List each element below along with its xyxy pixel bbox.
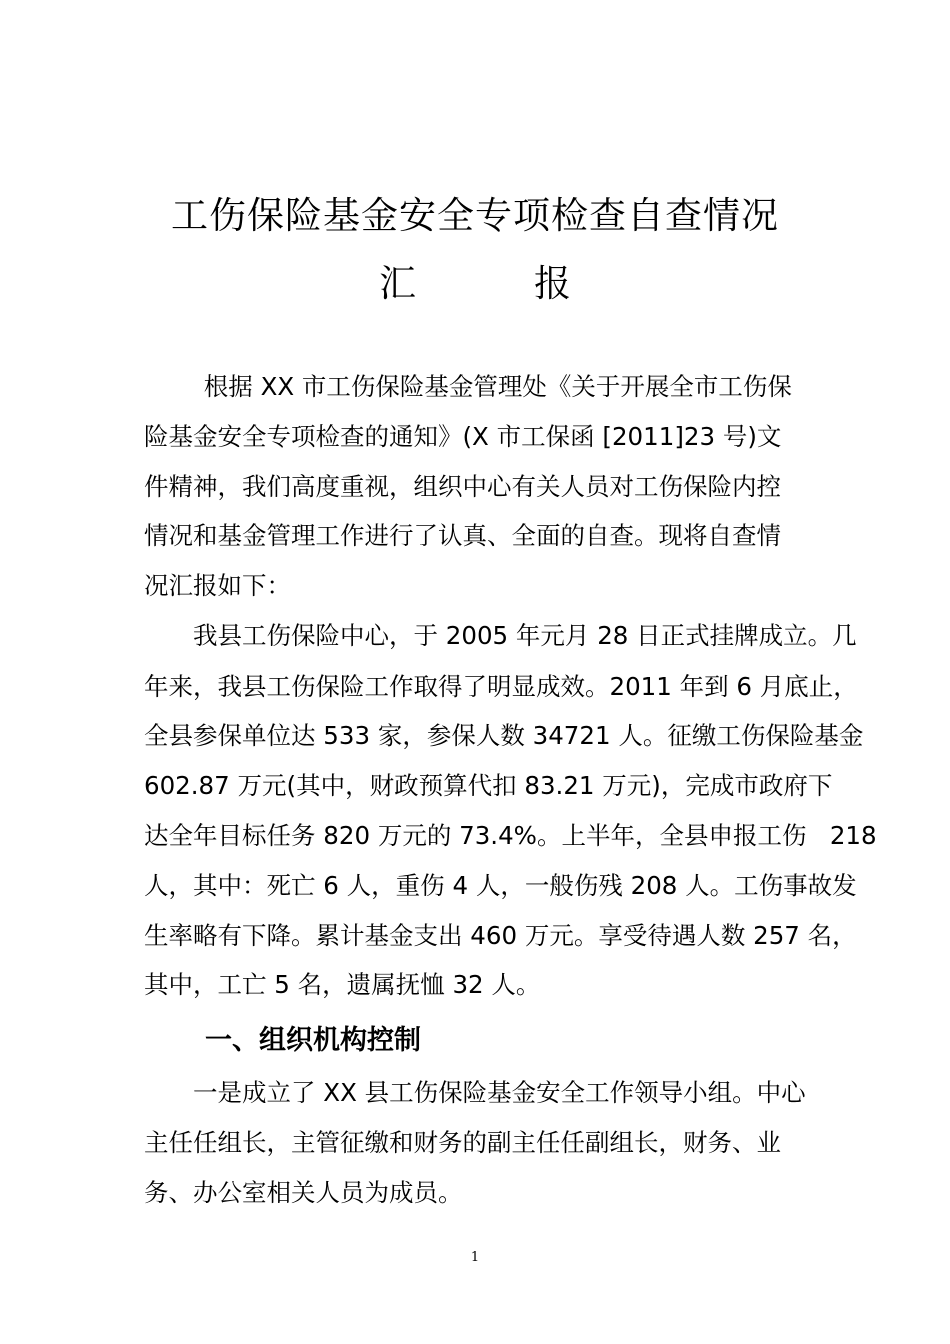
title-char-right: 报	[534, 262, 571, 305]
section-paragraph-line-2: 主任任组长，主管征缴和财务的副主任任副组长，财务、业	[144, 1128, 781, 1157]
paragraph-2-line-8: 其中，工亡 5 名，遗属抚恤 32 人。	[144, 970, 541, 999]
paragraph-1-line-5: 况汇报如下：	[144, 571, 291, 600]
document-title-line2	[0, 262, 950, 306]
paragraph-2-line-6: 人，其中：死亡 6 人，重伤 4 人，一般伤残 208 人。工伤事故发	[144, 871, 857, 900]
paragraph-2-line-2: 年来，我县工伤保险工作取得了明显成效。2011 年到 6 月底止，	[144, 672, 858, 701]
section-paragraph-line-1: 一是成立了 XX 县工伤保险基金安全工作领导小组。中心	[193, 1078, 806, 1107]
title-char-left: 汇	[379, 262, 416, 305]
paragraph-1-line-4: 情况和基金管理工作进行了认真、全面的自查。现将自查情	[144, 521, 781, 550]
paragraph-1-line-3: 件精神，我们高度重视，组织中心有关人员对工伤保险内控	[144, 472, 781, 501]
paragraph-2-line-5: 达全年目标任务 820 万元的 73.4%。上半年，全县申报工伤 218	[144, 821, 877, 850]
paragraph-1-line-1: 根据 XX 市工伤保险基金管理处《关于开展全市工伤保	[196, 372, 792, 401]
paragraph-2-line-4: 602.87 万元(其中，财政预算代扣 83.21 万元)，完成市政府下	[144, 771, 833, 800]
paragraph-2-line-1: 我县工伤保险中心，于 2005 年元月 28 日正式挂牌成立。几	[193, 621, 857, 650]
page-number: 1	[470, 1250, 480, 1265]
paragraph-2-line-7: 生率略有下降。累计基金支出 460 万元。享受待遇人数 257 名，	[144, 921, 857, 950]
paragraph-1-line-2: 险基金安全专项检查的通知》(X 市工保函 [2011]23 号)文	[144, 422, 782, 451]
section-heading: 一、组织机构控制	[205, 1025, 421, 1056]
paragraph-2-line-3: 全县参保单位达 533 家，参保人数 34721 人。征缴工伤保险基金	[144, 721, 864, 750]
document-title: 工伤保险基金安全专项检查自查情况	[171, 194, 779, 237]
section-paragraph-line-3: 务、办公室相关人员为成员。	[144, 1178, 463, 1207]
